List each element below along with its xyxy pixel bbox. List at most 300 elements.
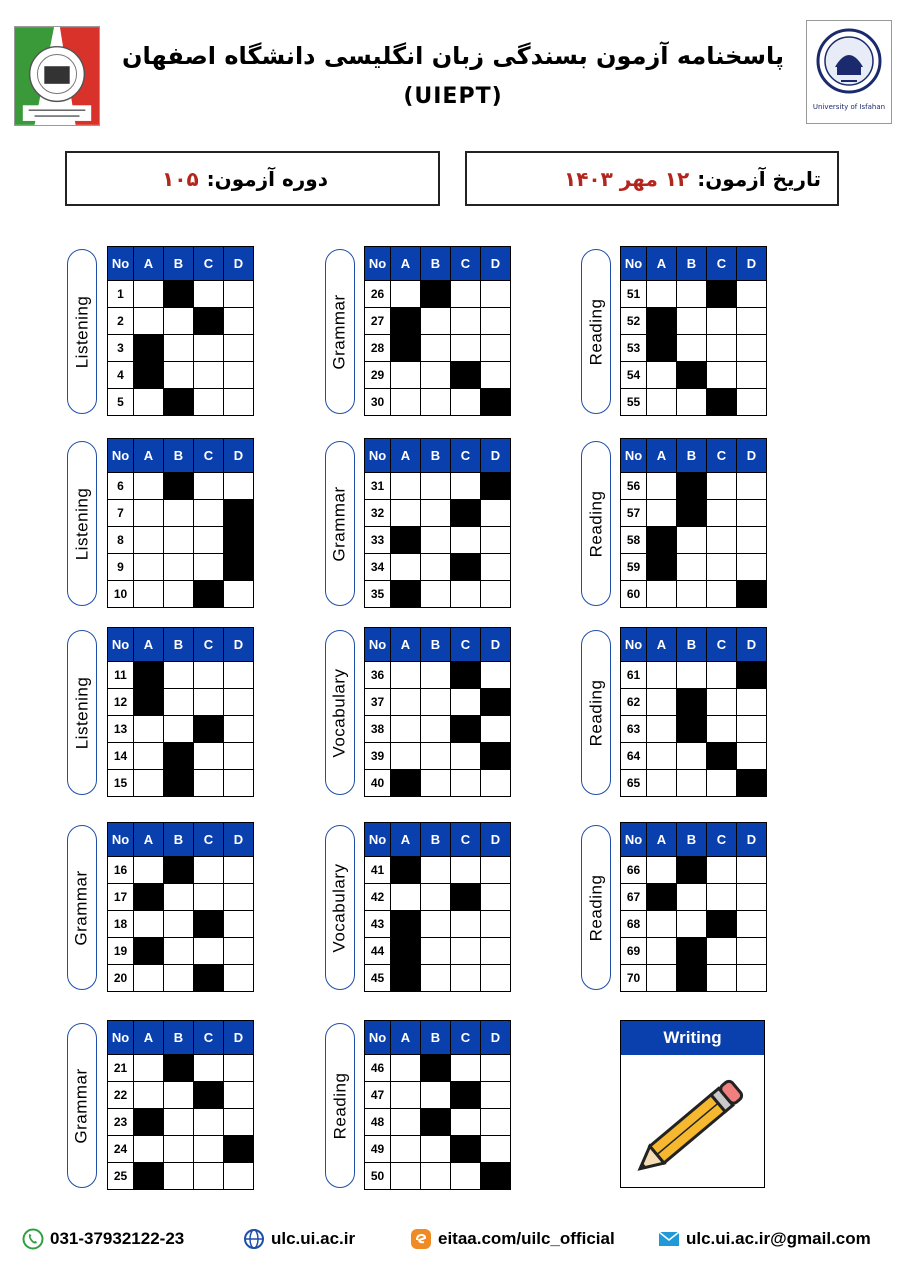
question-number: 5 bbox=[108, 389, 134, 416]
answer-row bbox=[108, 500, 254, 527]
answer-bubble-filled bbox=[194, 1082, 224, 1109]
answer-bubble-filled bbox=[134, 884, 164, 911]
question-number: 68 bbox=[621, 911, 647, 938]
answer-bubble-filled bbox=[707, 389, 737, 416]
answer-row bbox=[108, 362, 254, 389]
answer-bubble bbox=[194, 884, 224, 911]
question-number: 36 bbox=[365, 662, 391, 689]
answer-row bbox=[365, 362, 511, 389]
answer-bubble bbox=[451, 335, 481, 362]
answer-bubble bbox=[451, 857, 481, 884]
answer-bubble bbox=[421, 884, 451, 911]
answer-bubble bbox=[134, 527, 164, 554]
answer-bubble bbox=[647, 689, 677, 716]
exam-date-label: تاریخ آزمون: bbox=[697, 166, 821, 191]
column-header-no: No bbox=[108, 823, 134, 857]
question-number: 40 bbox=[365, 770, 391, 797]
answer-bubble bbox=[194, 743, 224, 770]
answer-bubble-filled bbox=[677, 689, 707, 716]
answer-row bbox=[108, 884, 254, 911]
column-header-no: No bbox=[365, 823, 391, 857]
answer-bubble bbox=[421, 308, 451, 335]
answer-bubble bbox=[164, 554, 194, 581]
question-number: 41 bbox=[365, 857, 391, 884]
answer-row bbox=[108, 938, 254, 965]
eitaa-icon bbox=[410, 1228, 432, 1250]
answer-row bbox=[365, 1082, 511, 1109]
section-label-text: Vocabulary bbox=[330, 667, 349, 758]
answer-bubble bbox=[421, 1136, 451, 1163]
column-header-a: A bbox=[391, 247, 421, 281]
answer-bubble bbox=[451, 389, 481, 416]
answer-bubble-filled bbox=[677, 500, 707, 527]
column-header-b: B bbox=[677, 247, 707, 281]
answer-row bbox=[108, 716, 254, 743]
answer-row bbox=[108, 554, 254, 581]
answer-bubble bbox=[647, 938, 677, 965]
answer-bubble-filled bbox=[677, 938, 707, 965]
answer-row bbox=[621, 500, 767, 527]
question-number: 44 bbox=[365, 938, 391, 965]
answer-grid bbox=[107, 438, 254, 608]
column-header-d: D bbox=[224, 247, 254, 281]
question-number: 20 bbox=[108, 965, 134, 992]
answer-row bbox=[621, 770, 767, 797]
answer-bubble bbox=[647, 911, 677, 938]
answer-bubble bbox=[451, 689, 481, 716]
answer-bubble bbox=[737, 716, 767, 743]
answer-bubble bbox=[224, 1109, 254, 1136]
answer-row bbox=[365, 689, 511, 716]
answer-bubble bbox=[224, 473, 254, 500]
answer-bubble-filled bbox=[164, 743, 194, 770]
answer-row bbox=[365, 335, 511, 362]
answer-bubble bbox=[224, 965, 254, 992]
answer-bubble bbox=[677, 389, 707, 416]
column-header-b: B bbox=[421, 628, 451, 662]
answer-bubble bbox=[224, 938, 254, 965]
answer-bubble-filled bbox=[677, 857, 707, 884]
answer-bubble-filled bbox=[391, 770, 421, 797]
question-number: 26 bbox=[365, 281, 391, 308]
answer-bubble-filled bbox=[134, 1163, 164, 1190]
answer-bubble bbox=[677, 743, 707, 770]
column-header-no: No bbox=[108, 1021, 134, 1055]
answer-bubble bbox=[164, 308, 194, 335]
answer-bubble bbox=[481, 308, 511, 335]
answer-bubble bbox=[194, 1055, 224, 1082]
answer-bubble bbox=[421, 554, 451, 581]
question-number: 50 bbox=[365, 1163, 391, 1190]
answer-bubble bbox=[194, 857, 224, 884]
question-number: 34 bbox=[365, 554, 391, 581]
answer-bubble bbox=[677, 884, 707, 911]
section-label-vocabulary bbox=[325, 630, 355, 795]
answer-row bbox=[365, 965, 511, 992]
answer-row bbox=[621, 884, 767, 911]
answer-bubble-filled bbox=[451, 1136, 481, 1163]
answer-bubble bbox=[677, 527, 707, 554]
answer-bubble-filled bbox=[647, 884, 677, 911]
question-number: 57 bbox=[621, 500, 647, 527]
answer-bubble bbox=[391, 1082, 421, 1109]
answer-bubble bbox=[194, 473, 224, 500]
answer-bubble bbox=[194, 389, 224, 416]
answer-bubble bbox=[737, 743, 767, 770]
answer-bubble-filled bbox=[677, 362, 707, 389]
answer-bubble bbox=[164, 884, 194, 911]
answer-bubble bbox=[677, 554, 707, 581]
column-header-no: No bbox=[108, 628, 134, 662]
answer-row bbox=[365, 1163, 511, 1190]
answer-row bbox=[621, 335, 767, 362]
answer-bubble-filled bbox=[647, 335, 677, 362]
phone-text[interactable]: 031-37932122-23 bbox=[50, 1229, 185, 1248]
column-header-d: D bbox=[224, 628, 254, 662]
answer-bubble bbox=[421, 1082, 451, 1109]
answer-bubble bbox=[164, 1136, 194, 1163]
answer-bubble bbox=[737, 554, 767, 581]
question-number: 38 bbox=[365, 716, 391, 743]
answer-bubble-filled bbox=[164, 389, 194, 416]
answer-bubble bbox=[707, 965, 737, 992]
answer-bubble bbox=[421, 911, 451, 938]
answer-bubble bbox=[134, 716, 164, 743]
answer-bubble-filled bbox=[451, 662, 481, 689]
answer-bubble bbox=[134, 389, 164, 416]
answer-row bbox=[621, 527, 767, 554]
column-header-d: D bbox=[737, 628, 767, 662]
question-number: 19 bbox=[108, 938, 134, 965]
answer-row bbox=[108, 911, 254, 938]
answer-bubble-filled bbox=[224, 554, 254, 581]
answer-bubble-filled bbox=[647, 308, 677, 335]
answer-bubble bbox=[224, 335, 254, 362]
answer-bubble bbox=[421, 743, 451, 770]
answer-bubble bbox=[737, 389, 767, 416]
question-number: 12 bbox=[108, 689, 134, 716]
answer-bubble bbox=[707, 500, 737, 527]
answer-bubble bbox=[134, 1082, 164, 1109]
answer-bubble-filled bbox=[677, 716, 707, 743]
answer-bubble bbox=[647, 581, 677, 608]
question-number: 49 bbox=[365, 1136, 391, 1163]
question-number: 21 bbox=[108, 1055, 134, 1082]
answer-bubble-filled bbox=[224, 500, 254, 527]
answer-bubble bbox=[647, 389, 677, 416]
answer-bubble bbox=[481, 500, 511, 527]
answer-bubble bbox=[481, 281, 511, 308]
column-header-no: No bbox=[621, 247, 647, 281]
question-number: 59 bbox=[621, 554, 647, 581]
section-label-text: Reading bbox=[330, 1072, 350, 1139]
answer-bubble bbox=[134, 911, 164, 938]
answer-bubble bbox=[134, 743, 164, 770]
answer-bubble bbox=[421, 716, 451, 743]
answer-bubble bbox=[737, 473, 767, 500]
answer-row bbox=[108, 770, 254, 797]
answer-bubble bbox=[164, 911, 194, 938]
answer-bubble bbox=[481, 581, 511, 608]
answer-bubble bbox=[224, 1082, 254, 1109]
answer-bubble bbox=[481, 335, 511, 362]
question-number: 42 bbox=[365, 884, 391, 911]
answer-bubble bbox=[647, 281, 677, 308]
answer-bubble-filled bbox=[451, 1082, 481, 1109]
answer-row bbox=[621, 389, 767, 416]
question-number: 35 bbox=[365, 581, 391, 608]
section-label-reading bbox=[581, 825, 611, 990]
answer-bubble bbox=[164, 662, 194, 689]
question-number: 2 bbox=[108, 308, 134, 335]
section-label-listening bbox=[67, 441, 97, 606]
question-number: 27 bbox=[365, 308, 391, 335]
answer-bubble-filled bbox=[391, 527, 421, 554]
column-header-a: A bbox=[647, 823, 677, 857]
answer-bubble bbox=[391, 473, 421, 500]
answer-bubble bbox=[707, 581, 737, 608]
column-header-no: No bbox=[621, 439, 647, 473]
answer-bubble-filled bbox=[677, 473, 707, 500]
answer-bubble bbox=[391, 1109, 421, 1136]
answer-bubble bbox=[421, 857, 451, 884]
answer-row bbox=[365, 554, 511, 581]
question-number: 10 bbox=[108, 581, 134, 608]
answer-bubble-filled bbox=[481, 1163, 511, 1190]
question-number: 15 bbox=[108, 770, 134, 797]
question-number: 47 bbox=[365, 1082, 391, 1109]
answer-bubble-filled bbox=[451, 716, 481, 743]
answer-row bbox=[365, 1136, 511, 1163]
column-header-no: No bbox=[108, 439, 134, 473]
answer-bubble bbox=[164, 362, 194, 389]
answer-bubble bbox=[391, 500, 421, 527]
page-subtitle: (UIEPT) bbox=[403, 84, 503, 109]
answer-row bbox=[621, 689, 767, 716]
answer-bubble bbox=[451, 938, 481, 965]
column-header-c: C bbox=[451, 247, 481, 281]
answer-row bbox=[621, 473, 767, 500]
column-header-a: A bbox=[391, 628, 421, 662]
answer-bubble-filled bbox=[224, 1136, 254, 1163]
column-header-b: B bbox=[164, 628, 194, 662]
answer-bubble bbox=[737, 362, 767, 389]
question-number: 62 bbox=[621, 689, 647, 716]
answer-bubble-filled bbox=[451, 884, 481, 911]
column-header-a: A bbox=[134, 823, 164, 857]
question-number: 37 bbox=[365, 689, 391, 716]
column-header-c: C bbox=[451, 1021, 481, 1055]
answer-row bbox=[365, 389, 511, 416]
answer-bubble bbox=[224, 281, 254, 308]
answer-bubble bbox=[224, 911, 254, 938]
writing-box bbox=[620, 1020, 765, 1188]
column-header-c: C bbox=[707, 628, 737, 662]
question-number: 65 bbox=[621, 770, 647, 797]
answer-row bbox=[108, 473, 254, 500]
answer-bubble-filled bbox=[737, 581, 767, 608]
column-header-b: B bbox=[677, 823, 707, 857]
column-header-c: C bbox=[194, 247, 224, 281]
column-header-d: D bbox=[737, 823, 767, 857]
column-header-b: B bbox=[164, 1021, 194, 1055]
answer-row bbox=[365, 662, 511, 689]
answer-row bbox=[621, 911, 767, 938]
answer-bubble bbox=[677, 281, 707, 308]
column-header-a: A bbox=[391, 439, 421, 473]
answer-bubble bbox=[481, 1136, 511, 1163]
column-header-c: C bbox=[451, 628, 481, 662]
answer-bubble bbox=[134, 581, 164, 608]
eitaa-link[interactable]: eitaa.com/uilc_official bbox=[438, 1229, 615, 1248]
answer-bubble bbox=[707, 554, 737, 581]
answer-bubble bbox=[164, 938, 194, 965]
answer-bubble-filled bbox=[194, 581, 224, 608]
answer-bubble bbox=[737, 527, 767, 554]
question-number: 29 bbox=[365, 362, 391, 389]
answer-bubble-filled bbox=[451, 362, 481, 389]
answer-bubble bbox=[451, 965, 481, 992]
answer-bubble bbox=[194, 1163, 224, 1190]
answer-bubble bbox=[677, 308, 707, 335]
section-label-reading bbox=[325, 1023, 355, 1188]
answer-bubble bbox=[481, 770, 511, 797]
page-title: پاسخنامه آزمون بسندگی زبان انگلیسی دانشگاه اصفهان bbox=[121, 42, 784, 70]
answer-row bbox=[621, 581, 767, 608]
answer-bubble bbox=[421, 965, 451, 992]
answer-bubble bbox=[164, 965, 194, 992]
column-header-a: A bbox=[391, 1021, 421, 1055]
answer-bubble bbox=[224, 308, 254, 335]
column-header-a: A bbox=[391, 823, 421, 857]
answer-bubble bbox=[194, 527, 224, 554]
answer-bubble-filled bbox=[647, 527, 677, 554]
answer-grid bbox=[107, 1020, 254, 1190]
answer-bubble bbox=[481, 911, 511, 938]
question-number: 23 bbox=[108, 1109, 134, 1136]
question-number: 55 bbox=[621, 389, 647, 416]
section-label-text: Grammar bbox=[330, 293, 349, 370]
column-header-c: C bbox=[707, 823, 737, 857]
answer-bubble bbox=[451, 1055, 481, 1082]
answer-bubble-filled bbox=[391, 335, 421, 362]
answer-bubble bbox=[707, 884, 737, 911]
question-number: 33 bbox=[365, 527, 391, 554]
question-number: 58 bbox=[621, 527, 647, 554]
question-number: 31 bbox=[365, 473, 391, 500]
exam-round-value: ۱۰۵ bbox=[162, 166, 199, 191]
answer-bubble bbox=[707, 335, 737, 362]
column-header-d: D bbox=[481, 628, 511, 662]
answer-bubble bbox=[481, 857, 511, 884]
answer-bubble bbox=[421, 581, 451, 608]
answer-bubble bbox=[451, 473, 481, 500]
answer-bubble-filled bbox=[707, 911, 737, 938]
answer-bubble bbox=[391, 281, 421, 308]
answer-bubble bbox=[481, 1109, 511, 1136]
section-label-text: Grammar bbox=[72, 869, 91, 946]
answer-row bbox=[621, 308, 767, 335]
answer-bubble-filled bbox=[421, 1055, 451, 1082]
answer-bubble-filled bbox=[164, 473, 194, 500]
answer-bubble bbox=[737, 308, 767, 335]
question-number: 13 bbox=[108, 716, 134, 743]
answer-bubble-filled bbox=[224, 527, 254, 554]
answer-bubble bbox=[224, 1163, 254, 1190]
column-header-d: D bbox=[481, 247, 511, 281]
question-number: 18 bbox=[108, 911, 134, 938]
answer-bubble bbox=[421, 662, 451, 689]
answer-bubble bbox=[421, 938, 451, 965]
question-number: 61 bbox=[621, 662, 647, 689]
answer-bubble bbox=[647, 857, 677, 884]
answer-bubble bbox=[421, 770, 451, 797]
answer-bubble bbox=[647, 716, 677, 743]
answer-bubble bbox=[391, 1055, 421, 1082]
answer-bubble bbox=[481, 1082, 511, 1109]
answer-row bbox=[108, 857, 254, 884]
answer-row bbox=[621, 938, 767, 965]
column-header-c: C bbox=[194, 628, 224, 662]
question-number: 45 bbox=[365, 965, 391, 992]
answer-row bbox=[108, 965, 254, 992]
section-label-listening bbox=[67, 249, 97, 414]
answer-row bbox=[108, 281, 254, 308]
column-header-b: B bbox=[677, 628, 707, 662]
column-header-c: C bbox=[194, 823, 224, 857]
answer-bubble bbox=[677, 770, 707, 797]
column-header-a: A bbox=[647, 439, 677, 473]
answer-row bbox=[621, 362, 767, 389]
university-logo bbox=[806, 20, 892, 124]
answer-bubble bbox=[451, 1163, 481, 1190]
column-header-c: C bbox=[451, 823, 481, 857]
answer-bubble bbox=[647, 743, 677, 770]
answer-bubble bbox=[164, 716, 194, 743]
answer-bubble bbox=[224, 1055, 254, 1082]
answer-bubble bbox=[194, 500, 224, 527]
question-number: 52 bbox=[621, 308, 647, 335]
column-header-b: B bbox=[164, 439, 194, 473]
answer-bubble bbox=[737, 689, 767, 716]
answer-grid bbox=[364, 246, 511, 416]
question-number: 16 bbox=[108, 857, 134, 884]
answer-grid bbox=[620, 246, 767, 416]
column-header-a: A bbox=[134, 628, 164, 662]
answer-bubble bbox=[737, 911, 767, 938]
answer-grid bbox=[364, 1020, 511, 1190]
question-number: 24 bbox=[108, 1136, 134, 1163]
question-number: 3 bbox=[108, 335, 134, 362]
answer-bubble-filled bbox=[134, 335, 164, 362]
answer-bubble bbox=[707, 770, 737, 797]
answer-row bbox=[365, 1055, 511, 1082]
email-link[interactable]: ulc.ui.ac.ir@gmail.com bbox=[686, 1229, 871, 1248]
column-header-d: D bbox=[224, 439, 254, 473]
university-logo-caption: University of Isfahan bbox=[812, 103, 886, 111]
answer-bubble bbox=[451, 911, 481, 938]
section-label-text: Reading bbox=[586, 874, 606, 941]
answer-bubble bbox=[224, 362, 254, 389]
answer-bubble bbox=[421, 527, 451, 554]
column-header-b: B bbox=[421, 439, 451, 473]
question-number: 28 bbox=[365, 335, 391, 362]
section-label-vocabulary bbox=[325, 825, 355, 990]
answer-bubble bbox=[134, 1136, 164, 1163]
answer-grid bbox=[620, 438, 767, 608]
website-link[interactable]: ulc.ui.ac.ir bbox=[271, 1229, 356, 1248]
answer-bubble bbox=[194, 770, 224, 797]
